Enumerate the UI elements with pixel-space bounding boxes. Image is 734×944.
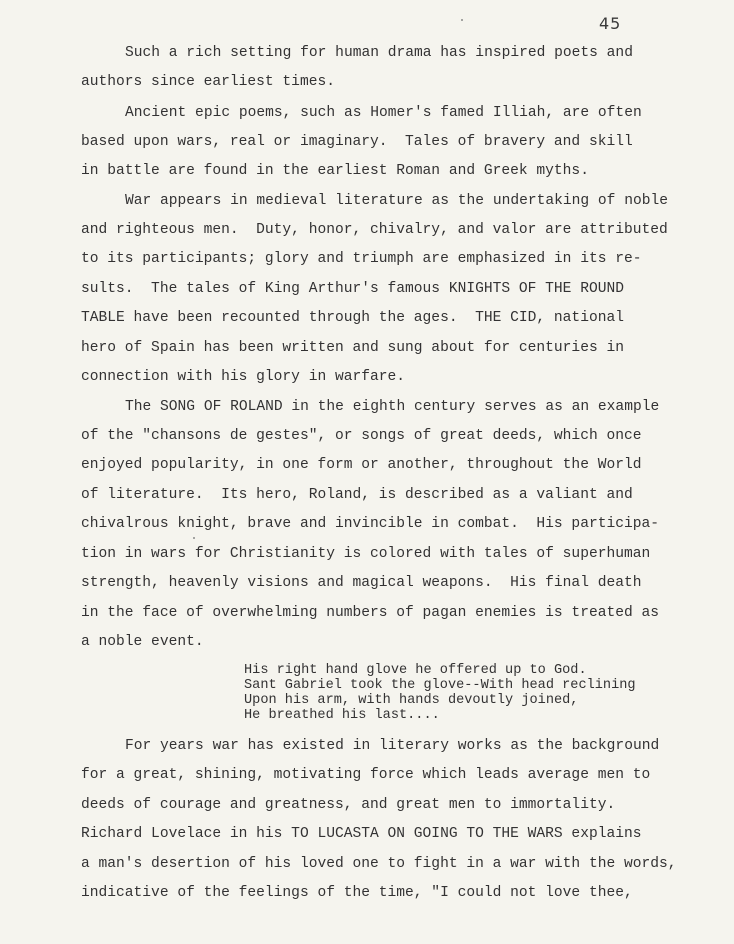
text-line: of the "chansons de gestes", or songs of great deeds, which once — [81, 428, 642, 444]
text-line: The SONG OF ROLAND in the eighth century serves as an example — [125, 399, 660, 415]
text-line: deeds of courage and greatness, and great men to immortality. — [81, 797, 616, 813]
text-line: chivalrous knight, brave and invincible in combat. His participa- — [81, 516, 660, 532]
paper-speck — [193, 537, 195, 539]
page-number: 45 — [599, 14, 622, 33]
text-line: sults. The tales of King Arthur's famous KNIGHTS OF THE ROUND — [81, 281, 624, 297]
text-line: based upon wars, real or imaginary. Tales of bravery and skill — [81, 134, 633, 150]
text-line: War appears in medieval literature as the undertaking of noble — [125, 193, 668, 209]
text-line: For years war has existed in literary works as the background — [125, 738, 660, 754]
text-line: to its participants; glory and triumph are emphasized in its re- — [81, 251, 642, 267]
text-line: strength, heavenly visions and magical weapons. His final death — [81, 575, 642, 591]
block-quotation — [244, 663, 636, 723]
text-line: Ancient epic poems, such as Homer's famed Illiah, are often — [125, 105, 642, 121]
verse-line: Sant Gabriel took the glove--With head reclining — [244, 678, 636, 693]
verse-line: Upon his arm, with hands devoutly joined, — [244, 693, 579, 708]
text-line: tion in wars for Christianity is colored with tales of superhuman — [81, 546, 651, 562]
paper-speck — [461, 19, 463, 21]
text-line: authors since earliest times. — [81, 74, 335, 90]
text-line: for a great, shining, motivating force which leads average men to — [81, 767, 651, 783]
verse-line: His right hand glove he offered up to God. — [244, 663, 587, 678]
text-line: a noble event. — [81, 634, 204, 650]
text-line: of literature. Its hero, Roland, is described as a valiant and — [81, 487, 633, 503]
text-line: Richard Lovelace in his TO LUCASTA ON GOING TO THE WARS explains — [81, 826, 642, 842]
text-line: enjoyed popularity, in one form or another, throughout the World — [81, 457, 642, 473]
text-line: connection with his glory in warfare. — [81, 369, 406, 385]
text-line: TABLE have been recounted through the ages. THE CID, national — [81, 310, 624, 326]
text-line: Such a rich setting for human drama has inspired poets and — [125, 45, 633, 61]
text-line: a man's desertion of his loved one to fight in a war with the words, — [81, 856, 677, 872]
text-line: hero of Spain has been written and sung about for centuries in — [81, 340, 624, 356]
text-line: and righteous men. Duty, honor, chivalry, and valor are attributed — [81, 222, 668, 238]
text-line: in the face of overwhelming numbers of pagan enemies is treated as — [81, 605, 660, 621]
text-line: indicative of the feelings of the time, "I could not love thee, — [81, 885, 633, 901]
text-line: in battle are found in the earliest Roman and Greek myths. — [81, 163, 589, 179]
verse-line: He breathed his last.... — [244, 708, 440, 723]
